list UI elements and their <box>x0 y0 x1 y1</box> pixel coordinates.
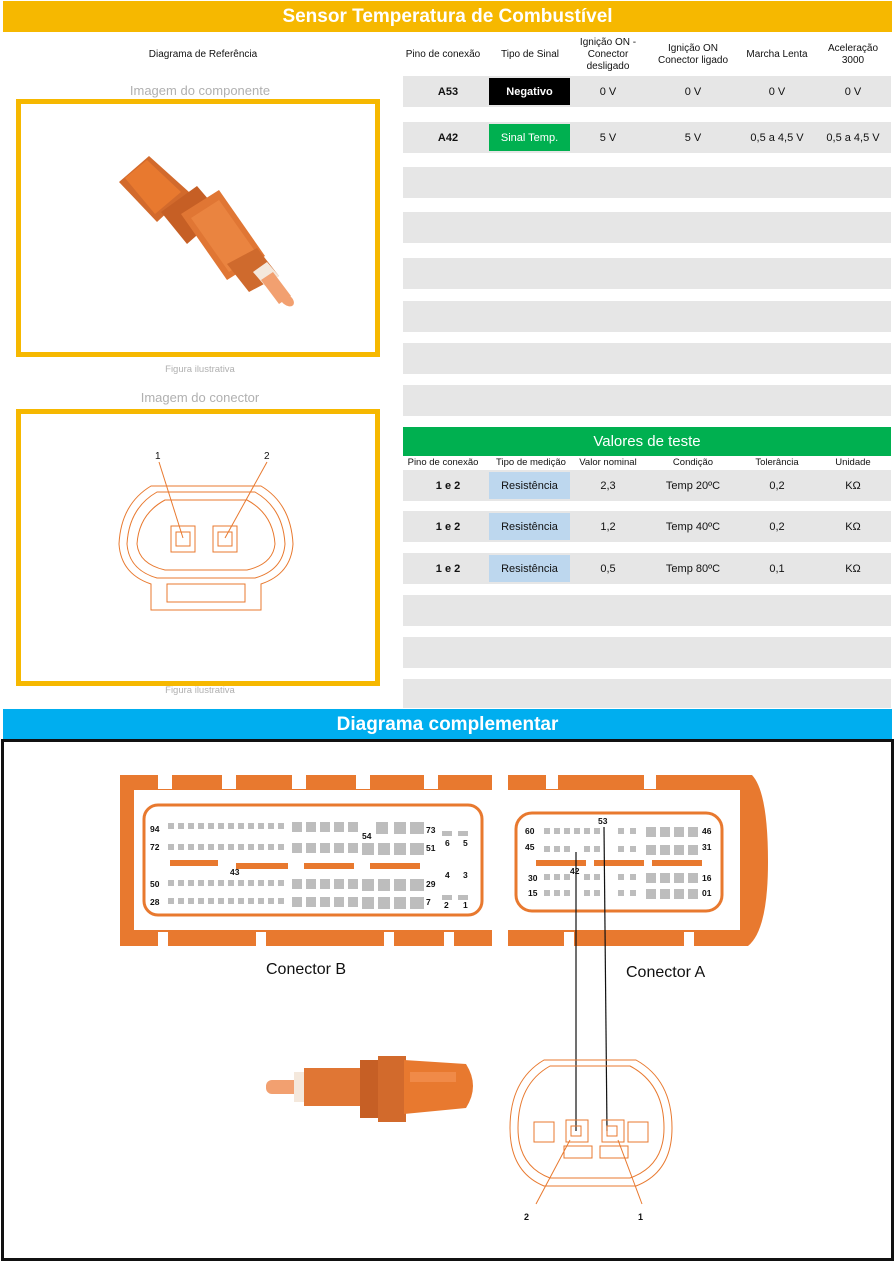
test3-tolerance: 0,1 <box>769 562 785 575</box>
pin-b72: 72 <box>150 842 160 852</box>
empty-row <box>403 637 891 668</box>
pin-a01: 01 <box>702 888 712 898</box>
header-reference: Diagrama de Referência <box>148 49 258 60</box>
row2-pin: A42 <box>437 131 459 144</box>
pin-b1: 1 <box>463 900 468 910</box>
pin-b73: 73 <box>426 825 436 835</box>
complementary-diagram <box>1 739 894 1261</box>
page-title: Sensor Temperatura de Combustível <box>3 1 892 32</box>
component-image-frame <box>16 99 380 357</box>
connector-diagram <box>21 414 375 681</box>
pin-a15: 15 <box>528 888 538 898</box>
pin-a16: 16 <box>702 873 712 883</box>
row2-idle: 0,5 a 4,5 V <box>750 131 804 144</box>
pin-b28: 28 <box>150 897 160 907</box>
test2-condition: Temp 40ºC <box>665 520 721 533</box>
empty-row <box>403 167 891 198</box>
header-idle: Marcha Lenta <box>746 49 808 60</box>
row1-ign-on: 0 V <box>684 85 702 98</box>
header-ign-off: Ignição ON - Conector desligado <box>579 37 637 72</box>
test-header-nominal: Valor nominal <box>579 457 637 468</box>
test1-type: Resistência <box>489 472 570 499</box>
connector-a-label: Conector A <box>626 964 706 981</box>
empty-row <box>403 258 891 289</box>
pin-b5: 5 <box>463 838 468 848</box>
pin-a60: 60 <box>525 826 535 836</box>
pin-b43: 43 <box>230 867 240 877</box>
connector-image-frame <box>16 409 380 686</box>
empty-row <box>403 595 891 626</box>
pin-b6: 6 <box>445 838 450 848</box>
test-header-condition: Condição <box>672 457 714 468</box>
header-accel: Aceleração 3000 <box>827 43 879 66</box>
empty-row <box>403 343 891 374</box>
pin-b94: 94 <box>150 824 160 834</box>
test3-type: Resistência <box>489 555 570 582</box>
row1-accel: 0 V <box>844 85 862 98</box>
test-header-type: Tipo de medição <box>496 457 566 468</box>
row2-ign-on: 5 V <box>684 131 702 144</box>
row1-signal-badge: Negativo <box>489 78 570 105</box>
pin-b2: 2 <box>444 900 449 910</box>
row2-accel: 0,5 a 4,5 V <box>826 131 880 144</box>
test3-unit: KΩ <box>845 562 861 575</box>
row1-ign-off: 0 V <box>599 85 617 98</box>
test3-nominal: 0,5 <box>600 562 616 575</box>
empty-row <box>403 385 891 416</box>
test1-unit: KΩ <box>845 479 861 492</box>
header-pin: Pino de conexão <box>405 49 481 60</box>
pin-a53: 53 <box>598 816 608 826</box>
test2-tolerance: 0,2 <box>769 520 785 533</box>
test3-condition: Temp 80ºC <box>665 562 721 575</box>
pin-b3: 3 <box>463 870 468 880</box>
sensor-image <box>21 104 375 352</box>
connector-b-label: Conector B <box>266 961 347 978</box>
wiring-diagram <box>4 742 891 1258</box>
empty-row <box>403 212 891 243</box>
row2-signal-badge: Sinal Temp. <box>489 124 570 151</box>
test1-condition: Temp 20ºC <box>665 479 721 492</box>
test1-nominal: 2,3 <box>600 479 616 492</box>
component-caption: Imagem do componente <box>129 83 271 98</box>
row1-pin: A53 <box>437 85 459 98</box>
bottom-sensor-image <box>266 1056 473 1122</box>
pin-b50: 50 <box>150 879 160 889</box>
connector-a-housing <box>508 775 768 946</box>
header-ign-on: Ignição ON Conector ligado <box>657 43 729 66</box>
component-figure-label: Figura ilustrativa <box>165 364 235 375</box>
connector-figure-label: Figura ilustrativa <box>165 685 235 696</box>
pin-b51: 51 <box>426 843 436 853</box>
empty-row <box>403 679 891 708</box>
connector-pin-2: 2 <box>264 451 270 462</box>
header-signal: Tipo de Sinal <box>501 49 559 60</box>
connector-pin-1: 1 <box>155 451 161 462</box>
empty-row <box>403 301 891 332</box>
row2-ign-off: 5 V <box>599 131 617 144</box>
wire-a53 <box>604 827 607 1131</box>
test-values-title: Valores de teste <box>403 427 891 456</box>
pin-a31: 31 <box>702 842 712 852</box>
pin-b29: 29 <box>426 879 436 889</box>
test-header-unit: Unidade <box>835 457 871 468</box>
complementary-title: Diagrama complementar <box>3 709 892 740</box>
pin-a30: 30 <box>528 873 538 883</box>
pin-a42: 42 <box>570 866 580 876</box>
test2-nominal: 1,2 <box>600 520 616 533</box>
row1-idle: 0 V <box>768 85 786 98</box>
test-header-pin: Pino de conexão <box>407 457 479 468</box>
connector-caption: Imagem do conector <box>140 390 260 405</box>
test1-pin: 1 e 2 <box>435 479 461 492</box>
pin-a46: 46 <box>702 826 712 836</box>
test3-pin: 1 e 2 <box>435 562 461 575</box>
test2-unit: KΩ <box>845 520 861 533</box>
sensor-pin-2: 2 <box>524 1212 530 1222</box>
pin-a45: 45 <box>525 842 535 852</box>
pin-b54: 54 <box>362 831 372 841</box>
test2-pin: 1 e 2 <box>435 520 461 533</box>
pin-b7: 7 <box>426 897 431 907</box>
sensor-pin-1: 1 <box>638 1212 644 1222</box>
connector-b-housing <box>120 775 492 946</box>
test1-tolerance: 0,2 <box>769 479 785 492</box>
test2-type: Resistência <box>489 513 570 540</box>
test-header-tolerance: Tolerância <box>755 457 799 468</box>
bottom-connector <box>510 1060 672 1204</box>
pin-b4: 4 <box>445 870 450 880</box>
